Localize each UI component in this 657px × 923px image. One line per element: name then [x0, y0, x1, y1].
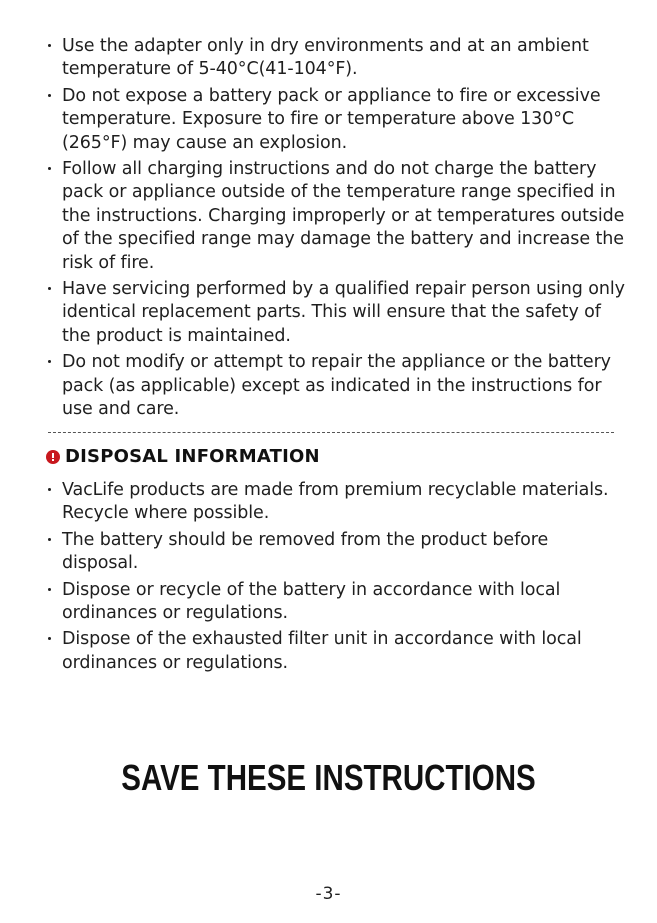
bullet-dot [48, 538, 51, 541]
safety-bullet [48, 278, 628, 348]
disposal-bullet-text: Dispose or recycle of the battery in accordance with local ordinances or regulations. [62, 579, 561, 624]
disposal-bullet [48, 529, 628, 576]
safety-bullet [48, 35, 628, 82]
bullet-dot [48, 167, 51, 170]
bullet-dot [48, 44, 51, 47]
alert-circle-icon [46, 450, 60, 464]
disposal-heading-text: DISPOSAL INFORMATION [65, 446, 320, 467]
bullet-dot [48, 287, 51, 290]
disposal-bullet [48, 479, 628, 526]
safety-bullet-text: Do not modify or attempt to repair the appliance or the battery pack (as applicable) except as indicated in the instructions for use and care. [62, 352, 611, 420]
bullet-dot [48, 360, 51, 363]
bullet-dot [48, 94, 51, 97]
disposal-bullet [48, 579, 628, 626]
safety-bullet-text: Have servicing performed by a qualified repair person using only identical replacement parts. This will ensure that the safety of the product is maintained. [62, 279, 625, 346]
safety-bullet-list [48, 35, 628, 425]
dashed-divider [48, 432, 614, 433]
safety-bullet [48, 351, 628, 421]
safety-bullet-text: Follow all charging instructions and do not charge the battery pack or appliance outside of the temperature range specified in the instructions. Charging improperly or at temperatures outside of the specified range may damage the battery and increase the risk of fire. [62, 159, 625, 273]
disposal-heading [46, 446, 320, 467]
disposal-bullet-text: VacLife products are made from premium recyclable materials. Recycle where possible. [62, 480, 609, 524]
safety-bullet-text: Use the adapter only in dry environments and at an ambient temperature of 5-40°C(41-104°F). [62, 36, 589, 80]
disposal-bullet-text: Dispose of the exhausted filter unit in accordance with local ordinances or regulations. [62, 629, 582, 673]
disposal-bullet [48, 628, 628, 675]
page-number: -3- [315, 884, 342, 904]
bullet-dot [48, 588, 51, 591]
safety-bullet [48, 158, 628, 275]
safety-bullet [48, 85, 628, 155]
bullet-dot [48, 637, 51, 640]
save-instructions-title: SAVE THESE INSTRUCTIONS [121, 757, 536, 798]
disposal-bullet-text: The battery should be removed from the product before disposal. [62, 529, 549, 574]
bullet-dot [48, 488, 51, 491]
disposal-bullet-list [48, 479, 628, 678]
safety-bullet-text: Do not expose a battery pack or appliance to fire or excessive temperature. Exposure to fire or temperature above 130°C (265°F) may cause an explosion. [62, 85, 601, 153]
